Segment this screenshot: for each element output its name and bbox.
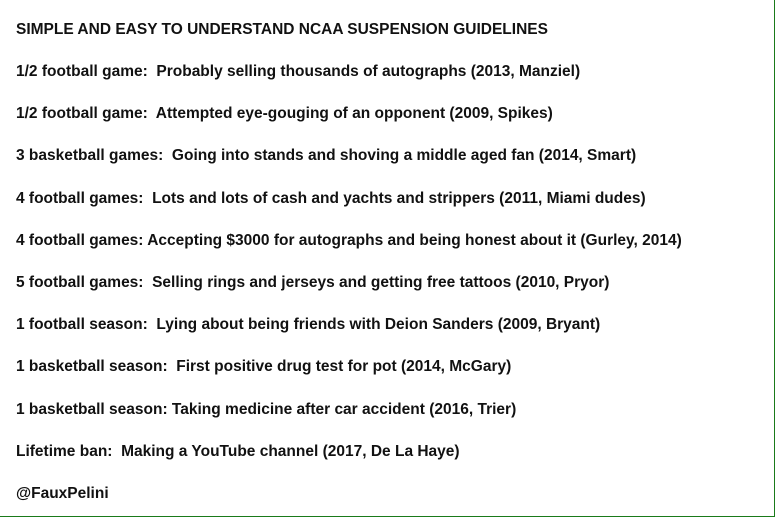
suspension-item: 1 basketball season: First positive drug test for pot (2014, McGary) <box>16 358 512 376</box>
suspension-item: 1 football season: Lying about being friends with Deion Sanders (2009, Bryant) <box>16 316 601 334</box>
suspension-list <box>16 63 682 485</box>
suspension-item: 4 football games: Accepting $3000 for autographs and being honest about it (Gurley, 2014) <box>16 231 682 249</box>
suspension-item: 5 football games: Selling rings and jerseys and getting free tattoos (2010, Pryor) <box>16 273 610 291</box>
suspension-item: Lifetime ban: Making a YouTube channel (2017, De La Haye) <box>16 442 460 460</box>
suspension-item: 1 basketball season: Taking medicine after car accident (2016, Trier) <box>16 400 517 418</box>
author-handle: @FauxPelini <box>16 485 109 502</box>
document-title: SIMPLE AND EASY TO UNDERSTAND NCAA SUSPENSION GUIDELINES <box>16 21 548 38</box>
suspension-item: 3 basketball games: Going into stands and shoving a middle aged fan (2014, Smart) <box>16 147 637 165</box>
suspension-item: 1/2 football game: Probably selling thousands of autographs (2013, Manziel) <box>16 63 581 80</box>
suspension-item: 1/2 football game: Attempted eye-gouging of an opponent (2009, Spikes) <box>16 105 553 123</box>
suspension-item: 4 football games: Lots and lots of cash and yachts and strippers (2011, Miami dudes) <box>16 189 646 207</box>
